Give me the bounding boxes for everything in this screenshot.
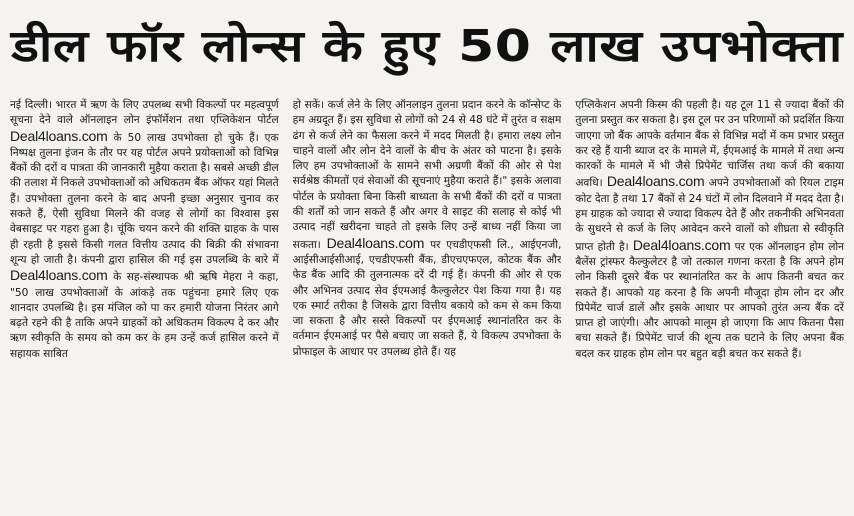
headline: डील फॉर लोन्स के हुए 50 लाख उपभोक्ता bbox=[11, 21, 843, 72]
brand-name: Deal4loans.com bbox=[10, 127, 108, 144]
brand-name: Deal4loans.com bbox=[10, 267, 108, 284]
article-column-2 bbox=[293, 98, 562, 510]
article-column-1 bbox=[10, 98, 279, 510]
brand-name: Deal4loans.com bbox=[606, 173, 705, 190]
article-body bbox=[10, 98, 844, 510]
article-column-3 bbox=[575, 98, 844, 510]
article-text: एप्लिकेशन अपनी किस्म की पहली है। यह टूल 11 से ज्यादा बैंकों की तुलना प्रस्तुत कर सकता है। इस टूल पर उन परिणामों को प्रदर्शित किया जाएगा जो बैंक आपके वर्तमान बैंक से विभिन्न मदों में कम प्रभार प्रस्तुत कर रहे हैं यानी ब्याज दर के मामले में, ईएमआई के मामले में तथा अन्य कारकों के मामले में भी जैसे प्रिपेमेंट चार्जिस तथा कर्ज की बकाया अवधि। bbox=[575, 99, 844, 190]
article-text: पर एक ऑनलाइन होम लोन बैलेंस ट्रांस्फर कैल्कुलेटर है जो तत्काल गणना करता है कि अपने होम लोन किसी दूसरे बैंक पर स्थानांतरित कर के आप कितनी बचत कर सकते हैं। आपको यह करना है कि अपनी मौजूदा होम लोन दर और प्रिपेमेंट चार्ज डालें और इसके आधार पर आपको तुरंत अन्य बैंक दरें प्राप्त हो जाएंगी। और आपको मालूम हो जाएगा कि आप कितना पैसा बचा सकते हैं। प्रिपेमेंट चार्ज की शून्य तक घटाने के लिए अपना बैंक बदल कर ग्राहक होम लोन पर बहुत बड़ी बचत कर सकते हैं। bbox=[575, 240, 844, 360]
article-text: के सह-संस्थापक श्री ऋषि मेहरा ने कहा, "50 लाख उपभोक्ताओं के आंकड़े तक पहुंचना हमारे लिए एक शानदार उपलब्धि है। इस मंजिल को पा कर हमारी योजना निरंतर आगे बढ़ते रहने की है ताकि अपने ग्राहकों को अधिकतम विकल्प दे कर और ऋण स्वीकृति के समय को कम कर के हम उन्हें कर्ज हासिल करने में सहायक साबित bbox=[10, 271, 279, 360]
article-text: नई दिल्ली। भारत में ऋण के लिए उपलब्ध सभी विकल्पों पर महत्वपूर्ण सूचना देने वाले ऑनलाइन लोन इंफॉर्मेशन तथा एप्लिकेशन पोर्टल bbox=[10, 99, 279, 127]
brand-name: Deal4loans.com bbox=[632, 236, 731, 253]
article-text: पर एचडीएफसी लि., आईएनजी, आईसीआईसीआई, एचडीएफसी बैंक, डीएचएफएल, कोटक बैंक और फेड बैंक आदि की तुलनात्मक दरें दी गई हैं। कंपनी की ओर से एक और अभिनव उत्पाद सेव ईएमआई कैल्कुलेटर पेश किया गया है। यह एक स्मार्ट तरीका है जिसके द्वारा वित्तीय बकाये को कम से कम किया जा सकता है और सस्ते विकल्पों पर ईएमआई स्थानांतरित कर के वर्तमान ईएमआई पर पैसे बचाए जा सकते हैं, ये विकल्प उपभोक्ता के प्रोफाइल के आधार पर उपलब्ध होते हैं। यह bbox=[292, 238, 562, 358]
article-text: अपने उपभोक्ताओं को रियल टाइम कोट देता है तथा 17 बैंकों से 24 घंटों में लोन दिलवाने में मदद देता है। हम ग्राहक को ज्यादा से ज्यादा विकल्प देते हैं और तकनीकी अभिनवता के सुधरने से कर्ज के लिए आवेदन करने वालों को शीघ्रता से स्वीकृति प्राप्त होती है। bbox=[575, 177, 844, 253]
article-text: हो सकें। कर्ज लेने के लिए ऑनलाइन तुलना प्रदान करने के कॉन्सेप्ट के हम अग्रदूत हैं। इस सुविधा से लोगों को 24 से 48 घंटे में तुरंत व सक्षम ढंग से कर्ज लेने का फैसला करने में मदद मिलती है। हमारा लक्ष्य लोन चाहने वालों और लोन देने वालों के बीच के अंतर को पाटना है। इसके लिए हम उपभोक्ताओं के सामने सभी अग्रणी बैंकों की ओर से पेश सर्वश्रेष्ठ कीमतों एवं सेवाओं की सूचनाएं मुहैया कराते हैं।" इसके अलावा पोर्टल के प्रयोक्ता बिना किसी बाध्यता के सभी बैंकों की दरों व पात्रता की शर्तों को जान सकते हैं और अगर वे साइट की सलाह से कोई भी उत्पाद नहीं खरीदना चाहते तो इसके लिए उन्हें बाध्य नहीं किया जा सकता। bbox=[292, 99, 562, 251]
brand-name: Deal4loans.com bbox=[326, 234, 425, 251]
article-text: के 50 लाख उपभोक्ता हो चुके हैं। एक निष्पक्ष तुलना इंजन के तौर पर यह पोर्टल अपने प्रयोक्ताओं को विभिन्न बैंकों की दरों व पात्रता की जानकारी मुहैया कराता है। सबसे अच्छी डील की तलाश में निकले उपभोक्ताओं को अधिकतम बैंक ऑफर यहां मिलते हैं। उपभोक्ता तुलना करने के बाद अपनी इच्छा अनुसार चुनाव कर सकते हैं, ऐसी सुविधा मिलने की वजह से लोगों का विश्वास इस वेबसाइट पर गहरा हुआ है। चूंकि चयन करने की शक्ति ग्राहक के पास ही रहती है इससे किसी गलत वित्तीय उत्पाद की बिक्री की संभावना शून्य हो जाती है। कंपनी द्वारा हासिल की गई इस उपलब्धि के बारे में bbox=[10, 131, 279, 266]
